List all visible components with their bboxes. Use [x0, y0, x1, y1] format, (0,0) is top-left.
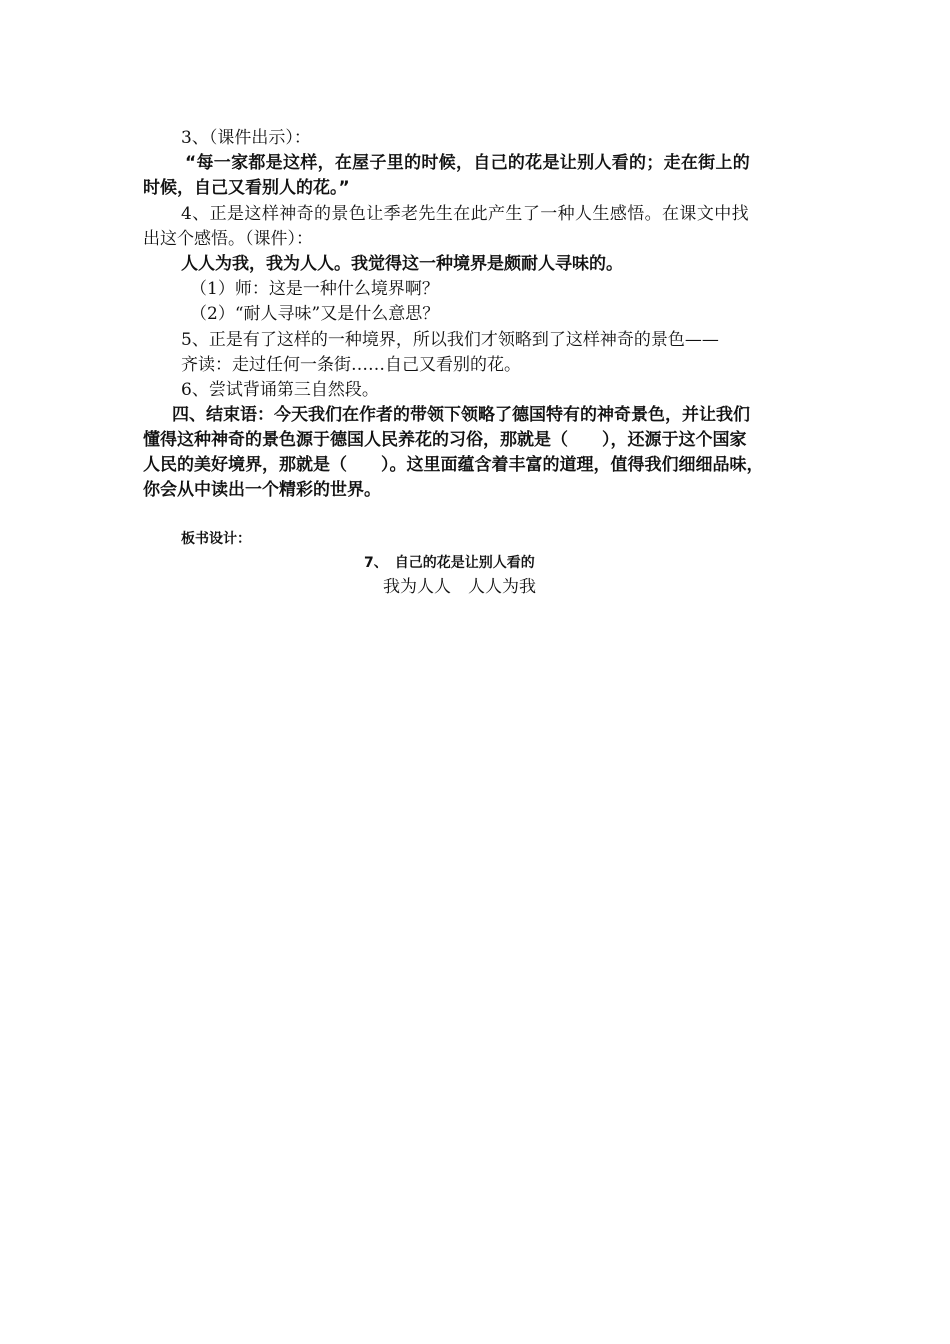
conclusion-line-1: 四、结束语：今天我们在作者的带领下领略了德国特有的神奇景色，并让我们: [172, 405, 750, 425]
step-4-line-1: 4、正是这样神奇的景色让季老先生在此产生了一种人生感悟。在课文中找: [181, 204, 750, 224]
board-subtitle: 我为人人 人人为我: [383, 577, 536, 597]
step-6-line: 6、尝试背诵第三自然段。: [181, 380, 379, 400]
step-5-line: 5、正是有了这样的一种境界，所以我们才领略到了这样神奇的景色——: [181, 330, 719, 350]
question-2: （2）“耐人寻味”又是什么意思？: [190, 304, 440, 324]
conclusion-line-3: 人民的美好境界，那就是（ ）。这里面蕴含着丰富的道理，值得我们细细品味，: [143, 455, 764, 475]
conclusion-line-4: 你会从中读出一个精彩的世界。: [143, 480, 381, 500]
board-design-label: 板书设计：: [181, 531, 251, 547]
board-title: 7、 自己的花是让别人看的: [364, 555, 535, 571]
quote-line-1: “每一家都是这样，在屋子里的时候，自己的花是让别人看的；走在街上的: [185, 153, 751, 173]
insight-quote: 人人为我，我为人人。我觉得这一种境界是颇耐人寻味的。: [181, 254, 623, 274]
step-3-heading: 3、（课件出示）：: [181, 128, 311, 148]
quote-line-2: 时候，自己又看别人的花。”: [143, 178, 350, 198]
step-4-line-2: 出这个感悟。（课件）：: [143, 229, 313, 249]
question-1: （1）师：这是一种什么境界啊？: [190, 279, 439, 299]
group-reading-line: 齐读：走过任何一条街……自己又看别的花。: [181, 355, 521, 375]
conclusion-line-2: 懂得这种神奇的景色源于德国人民养花的习俗，那就是（ ），还源于这个国家: [143, 430, 747, 450]
